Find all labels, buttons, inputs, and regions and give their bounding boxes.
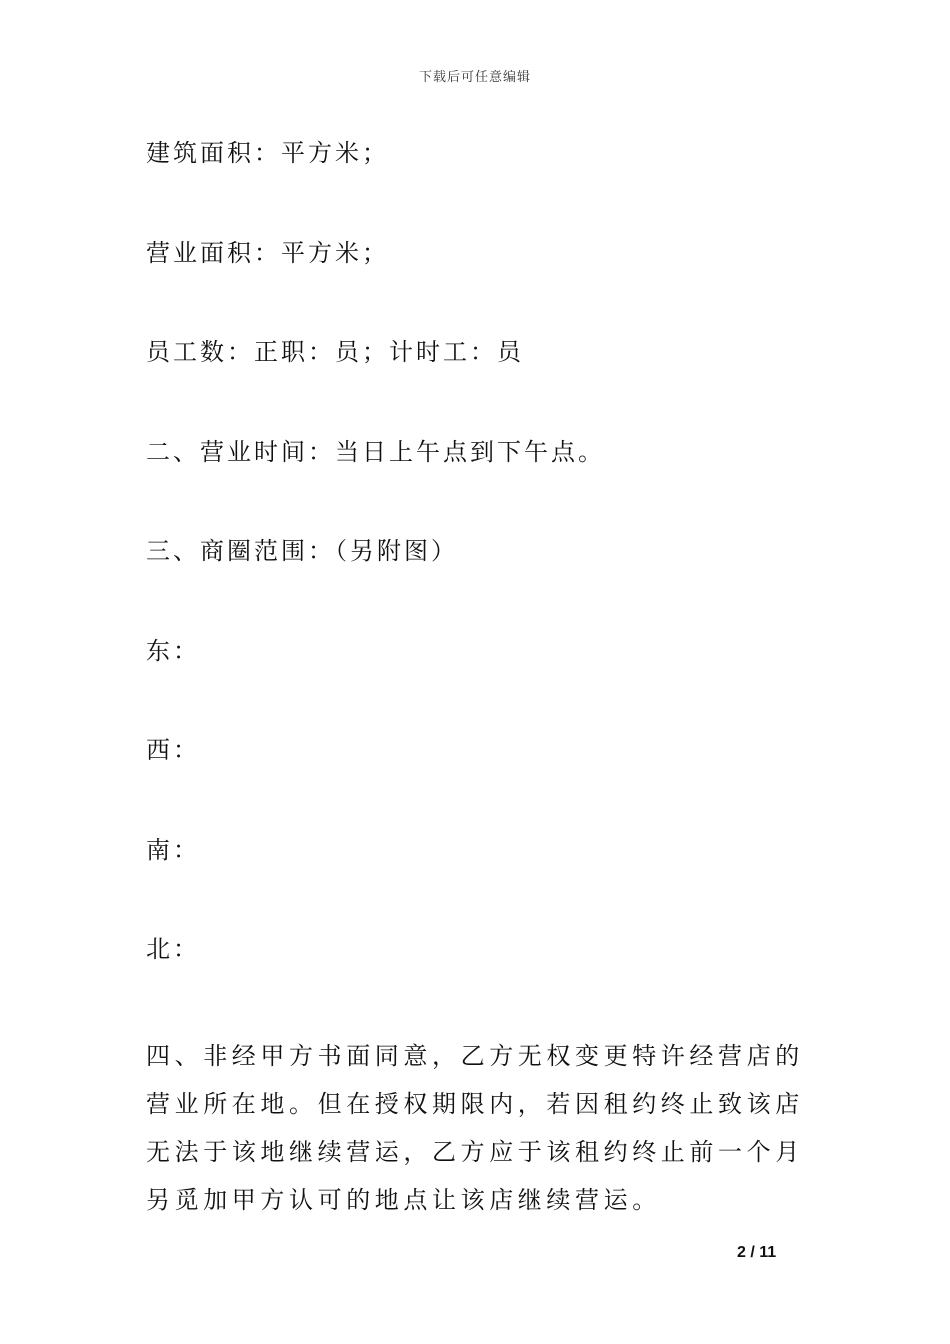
business-area-line: 营业面积：平方米； [146, 239, 389, 267]
staff-count-line: 员工数：正职：员；计时工：员 [146, 338, 524, 366]
north-boundary-line: 北： [146, 935, 200, 963]
east-boundary-line: 东： [146, 637, 200, 665]
west-boundary-line: 西： [146, 736, 200, 764]
south-boundary-line: 南： [146, 836, 200, 864]
business-hours-line: 二、营业时间：当日上午点到下午点。 [146, 438, 605, 466]
page-header: 下载后可任意编辑 [418, 70, 531, 85]
building-area-line: 建筑面积：平方米； [146, 139, 389, 167]
trade-area-line: 三、商圈范围：（另附图） [146, 537, 458, 565]
relocation-clause-paragraph: 四、非经甲方书面同意，乙方无权变更特许经营店的营业所在地。但在授权期限内，若因租约终止致该店无法于该地继续营运，乙方应于该租约终止前一个月另觅加甲方认可的地点让该店继续营运。 [146, 1042, 804, 1214]
page-number: 2 / 11 [737, 1244, 777, 1261]
